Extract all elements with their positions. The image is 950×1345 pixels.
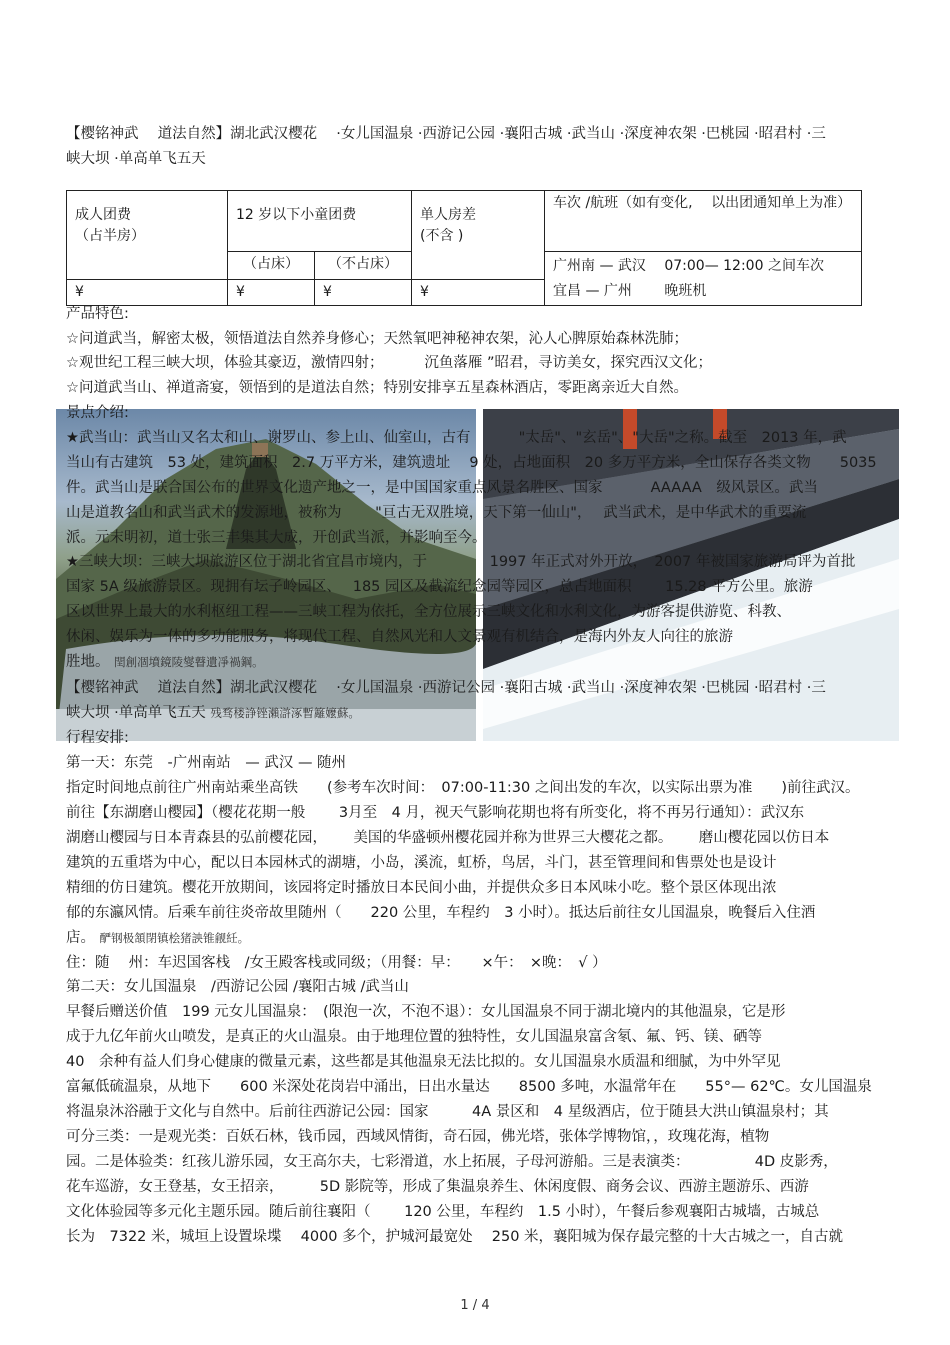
adult-fee-label: 成人团费 bbox=[75, 207, 131, 223]
spot-line-2: 当山有古建筑 53 处，建筑面积 2.7 万平方米，建筑遗址 9 处，占地面积 20 多万平方米，全山保存各类文物 5035 bbox=[66, 455, 877, 471]
spot-line-1: ★武当山：武当山又名太和山、谢罗山、参上山、仙室山，古有 "太岳"、"玄岳"、"大岳"之称。截至 2013 年，武 bbox=[66, 430, 847, 446]
day1-title: 第一天：东莞 -广州南站 — 武汉 — 随州 bbox=[66, 755, 347, 771]
itinerary-heading: 行程安排: bbox=[66, 730, 129, 746]
day2-line-1: 早餐后赠送价值 199 元女儿国温泉： (限泡一次，不泡不退）：女儿国温泉不同于湖北境内的其他温泉，它是形 bbox=[66, 1004, 786, 1020]
spot-line-7: 国家 5A 级旅游景区。现拥有坛子岭园区、 185 园区及截流纪念园等园区，总占地面积 15.28 平方公里。旅游 bbox=[66, 579, 813, 595]
day2-line-7: 园。二是体验类：红孩儿游乐园，女王高尔夫，七彩滑道，水上拓展，子母河游船。三是表演类： 4D 皮影秀， bbox=[66, 1154, 838, 1170]
day2-line-4: 富氟低硫温泉，从地下 600 米深处花岗岩中涌出，日出水量达 8500 多吨，水温常年在 55°— 62℃。女儿国温泉 bbox=[66, 1079, 872, 1095]
child-bed-label: （占床） bbox=[228, 252, 315, 280]
day2-line-6: 可分三类：一是观光类：百妖石林，钱币园，西域风情街，奇石园，佛光塔，张体学博物馆，，玫瑰花海，植物 bbox=[66, 1129, 770, 1145]
day1-line-7-text: 店。 bbox=[66, 930, 95, 946]
feature-item-3: ☆问道武当山、禅道斋宴，领悟到的是道法自然；特别安排享五星森林酒店，零距离亲近大自然。 bbox=[66, 380, 688, 396]
tour-title-line1: 【樱铭神武 道法自然】湖北武汉樱花 ·女儿国温泉 ·西游记公园 ·襄阳古城 ·武当山 ·深度神农架 ·巴桃园 ·昭君村 ·三 bbox=[66, 126, 826, 142]
price-single: ¥ bbox=[412, 280, 545, 306]
repeat-title-line2-text: 峡大坝 ·单高单飞五天 bbox=[66, 705, 206, 721]
day1-line-7 bbox=[66, 926, 906, 950]
day1-line-1: 指定时间地点前往广州南站乘坐高铁 (参考车次时间： 07:00-11:30 之间出发的车次，以实际出票为准 )前往武汉。 bbox=[66, 780, 860, 796]
child-nobed-label: （不占床） bbox=[315, 252, 412, 280]
repeat-title-line2-garble: 残骛楼諍锉瀨滸涿暫籬嬤蘇。 bbox=[210, 706, 360, 720]
day2-line-3: 40 余种有益人们身心健康的微量元素，这些都是其他温泉无法比拟的。女儿国温泉水质温和细腻，为中外罕见 bbox=[66, 1054, 781, 1070]
day1-line-2: 前往【东湖磨山樱园】（樱花花期一般 3月至 4 月，视天气影响花期也将有所变化，将不再另行通知）：武汉东 bbox=[66, 805, 805, 821]
day1-line-4: 建筑的五重塔为中心，配以日本园林式的湖塘，小岛，溪流，虹桥，鸟居，斗门，甚至管理间和售票处也是设计 bbox=[66, 855, 777, 871]
repeat-title-line2 bbox=[66, 701, 906, 725]
spot-line-5: 派。元末明初，道士张三丰集其大成，开创武当派，并影响至今。 bbox=[66, 530, 538, 546]
spots-heading: 景点介绍: bbox=[66, 405, 129, 421]
page-number: 1 / 4 bbox=[460, 1298, 490, 1313]
feature-item-1: ☆问道武当，解密太极，领悟道法自然养身修心；天然氧吧神秘神农架，沁人心脾原始森林洗肺； bbox=[66, 331, 688, 347]
single-supplement-label: 单人房差 bbox=[420, 207, 476, 223]
schedule-row2: 宜昌 — 广州 晚班机 bbox=[553, 283, 707, 299]
single-supplement-note: (不含 ) bbox=[420, 228, 464, 244]
repeat-title-line1: 【樱铭神武 道法自然】湖北武汉樱花 ·女儿国温泉 ·西游记公园 ·襄阳古城 ·武当山 ·深度神农架 ·巴桃园 ·昭君村 ·三 bbox=[66, 680, 826, 696]
schedule-row1: 广州南 — 武汉 07:00— 12:00 之间车次 bbox=[553, 258, 824, 274]
price-child-bed: ¥ bbox=[228, 280, 315, 306]
tour-title-line2: 峡大坝 ·单高单飞五天 bbox=[66, 151, 206, 167]
spot-line-6: ★三峡大坝：三峡大坝旅游区位于湖北省宜昌市境内，于 1997 年正式对外开放， 2007 年被国家旅游局评为首批 bbox=[66, 554, 856, 570]
spot-line-10-garble: 閏創凅墳鏡陵燮瞽遺凈禍鋼。 bbox=[114, 655, 264, 669]
price-child-nobed: ¥ bbox=[315, 280, 412, 306]
spot-line-3: 件。武当山是联合国公布的世界文化遗产地之一，是中国国家重点风景名胜区、国家 AAAAA 级风景区。武当 bbox=[66, 480, 818, 496]
spot-line-4: 山是道教名山和武当武术的发源地，被称为 "亘古无双胜境，天下第一仙山"， 武当武术，是中华武术的重要流 bbox=[66, 505, 807, 521]
spot-line-10-text: 胜地。 bbox=[66, 654, 110, 670]
day1-stay: 住：随 州：车迟国客栈 /女王殿客栈或同级；（用餐：早： ×午： ×晚： √ ） bbox=[66, 955, 607, 971]
day2-line-8: 花车巡游，女王登基，女王招亲， 5D 影院等，形成了集温泉养生、休闲度假、商务会议、西游主题游乐、西游 bbox=[66, 1179, 809, 1195]
day1-line-5: 精细的仿日建筑。樱花开放期间，该园将定时播放日本民间小曲，并提供众多日本风味小吃。整个景区体现出浓 bbox=[66, 880, 777, 896]
day1-line-3: 湖磨山樱园与日本青森县的弘前樱花园， 美国的华盛顿州樱花园并称为世界三大樱花之都。 磨山樱花园以仿日本 bbox=[66, 830, 830, 846]
day1-line-7-garble: 酽钢极頷閉镇桧猪詇锥觎紝。 bbox=[99, 931, 250, 945]
price-adult: ¥ bbox=[67, 280, 228, 306]
spot-line-9: 休闲、娱乐为一体的多功能服务，将现代工程、自然风光和人文景观有机结合，是海内外友人向往的旅游 bbox=[66, 629, 733, 645]
day2-line-5: 将温泉沐浴融于文化与自然中。后前往西游记公园：国家 4A 景区和 4 星级酒店，位于随县大洪山镇温泉村；其 bbox=[66, 1104, 829, 1120]
adult-fee-note: （占半房） bbox=[75, 228, 145, 244]
day2-line-2: 成于九亿年前火山喷发，是真正的火山温泉。由于地理位置的独特性，女儿国温泉富含氡、氟、钙、镁、硒等 bbox=[66, 1029, 762, 1045]
spot-line-8: 区以世界上最大的水利枢纽工程——三峡工程为依托，全方位展示三峡文化和水利文化，为游客提供游览、科教、 bbox=[66, 604, 791, 620]
child-fee-label: 12 岁以下小童团费 bbox=[228, 191, 412, 252]
feature-item-2: ☆观世纪工程三峡大坝，体验其豪迈，激情四射； 沉鱼落雁 ”昭君，寻访美女，探究西汉文化； bbox=[66, 355, 712, 371]
schedule-header: 车次 /航班（如有变化, 以出团通知单上为准） bbox=[545, 191, 862, 252]
day1-line-6: 郁的东瀛风情。后乘车前往炎帝故里随州（ 220 公里，车程约 3 小时）。抵达后前往女儿国温泉，晚餐后入住酒 bbox=[66, 905, 816, 921]
features-heading: 产品特色: bbox=[66, 306, 129, 322]
spot-line-10 bbox=[66, 650, 906, 674]
day2-line-10: 长为 7322 米，城垣上设置垛堞 4000 多个，护城河最宽处 250 米，襄阳城为保存最完整的十大古城之一，自古就 bbox=[66, 1229, 844, 1245]
day2-title: 第二天：女儿国温泉 /西游记公园 /襄阳古城 /武当山 bbox=[66, 979, 409, 995]
day2-line-9: 文化体验园等多元化主题乐园。随后前往襄阳（ 120 公里，车程约 1.5 小时），午餐后参观襄阳古城墙，古城总 bbox=[66, 1204, 820, 1220]
